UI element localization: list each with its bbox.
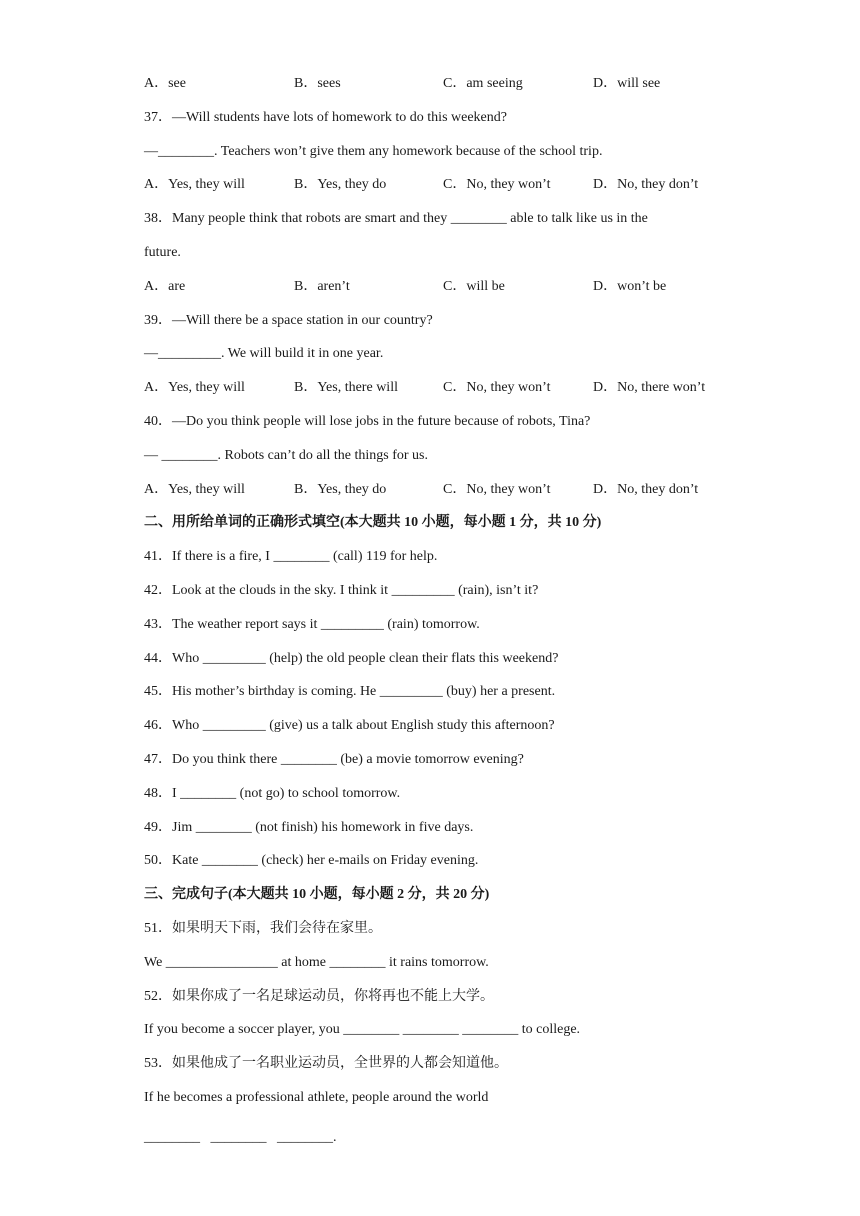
q40-option-d: D．No, they don’t — [593, 482, 699, 497]
q39-option-b: B．Yes, there will — [294, 380, 398, 395]
q37-answer-line: —________. Teachers won’t give them any homework because of the school trip. — [144, 144, 603, 159]
q39-option-c: C．No, they won’t — [443, 380, 551, 395]
q40-stem: 40．—Do you think people will lose jobs in the future because of robots, Tina? — [144, 414, 591, 429]
section2-item-47: 47．Do you think there ________ (be) a movie tomorrow evening? — [144, 752, 524, 767]
section2-item-41: 41．If there is a fire, I ________ (call) 119 for help. — [144, 549, 438, 564]
section2-item-49: 49．Jim ________ (not finish) his homework in five days. — [144, 820, 474, 835]
q40-option-c: C．No, they won’t — [443, 482, 551, 497]
q37-option-c: C．No, they won’t — [443, 177, 551, 192]
q51-english: We ________________ at home ________ it rains tomorrow. — [144, 955, 489, 970]
section2-item-45: 45．His mother’s birthday is coming. He _________ (buy) her a present. — [144, 684, 556, 699]
q36-option-c: C．am seeing — [443, 76, 523, 91]
q38-option-a: A．are — [144, 279, 186, 294]
q53-chinese: 53．如果他成了一名职业运动员，全世界的人都会知道他。 — [144, 1056, 508, 1071]
q37-stem: 37．—Will students have lots of homework to do this weekend? — [144, 110, 507, 125]
section2-item-42: 42．Look at the clouds in the sky. I think it _________ (rain), isn’t it? — [144, 583, 539, 598]
section2-item-43: 43．The weather report says it _________ (rain) tomorrow. — [144, 617, 480, 632]
q39-option-a: A．Yes, they will — [144, 380, 245, 395]
q40-answer-line: — ________. Robots can’t do all the things for us. — [144, 448, 428, 463]
q52-english: If you become a soccer player, you ________ ________ ________ to college. — [144, 1022, 581, 1037]
section2-item-50: 50．Kate ________ (check) her e-mails on Friday evening. — [144, 853, 479, 868]
q40-option-a: A．Yes, they will — [144, 482, 245, 497]
q53-english: If he becomes a professional athlete, people around the world — [144, 1090, 489, 1105]
q38-option-d: D．won’t be — [593, 279, 667, 294]
q37-option-b: B．Yes, they do — [294, 177, 387, 192]
q51-chinese: 51．如果明天下雨，我们会待在家里。 — [144, 921, 382, 936]
q39-option-d: D．No, there won’t — [593, 380, 706, 395]
q38-option-c: C．will be — [443, 279, 505, 294]
q39-stem: 39．—Will there be a space station in our country? — [144, 313, 433, 328]
q36-option-a: A．see — [144, 76, 186, 91]
q36-option-b: B．sees — [294, 76, 341, 91]
q40-option-b: B．Yes, they do — [294, 482, 387, 497]
q37-option-d: D．No, they don’t — [593, 177, 699, 192]
section2-item-48: 48．I ________ (not go) to school tomorrow. — [144, 786, 401, 801]
q38-stem-line1: 38．Many people think that robots are smart and they ________ able to talk like us in the — [144, 211, 648, 226]
q38-option-b: B．aren’t — [294, 279, 350, 294]
q39-answer-line: —_________. We will build it in one year. — [144, 346, 384, 361]
section2-heading: 二、用所给单词的正确形式填空(本大题共 10 小题，每小题 1 分，共 10 分) — [144, 515, 602, 530]
q37-option-a: A．Yes, they will — [144, 177, 245, 192]
section2-item-46: 46．Who _________ (give) us a talk about English study this afternoon? — [144, 718, 555, 733]
section2-item-44: 44．Who _________ (help) the old people clean their flats this weekend? — [144, 651, 559, 666]
section3-heading: 三、完成句子(本大题共 10 小题，每小题 2 分，共 20 分) — [144, 887, 490, 902]
q52-chinese: 52．如果你成了一名足球运动员，你将再也不能上大学。 — [144, 989, 494, 1004]
q36-option-d: D．will see — [593, 76, 661, 91]
q53-blanks: ________ ________ ________. — [144, 1130, 337, 1145]
q38-stem-line2: future. — [144, 245, 181, 260]
